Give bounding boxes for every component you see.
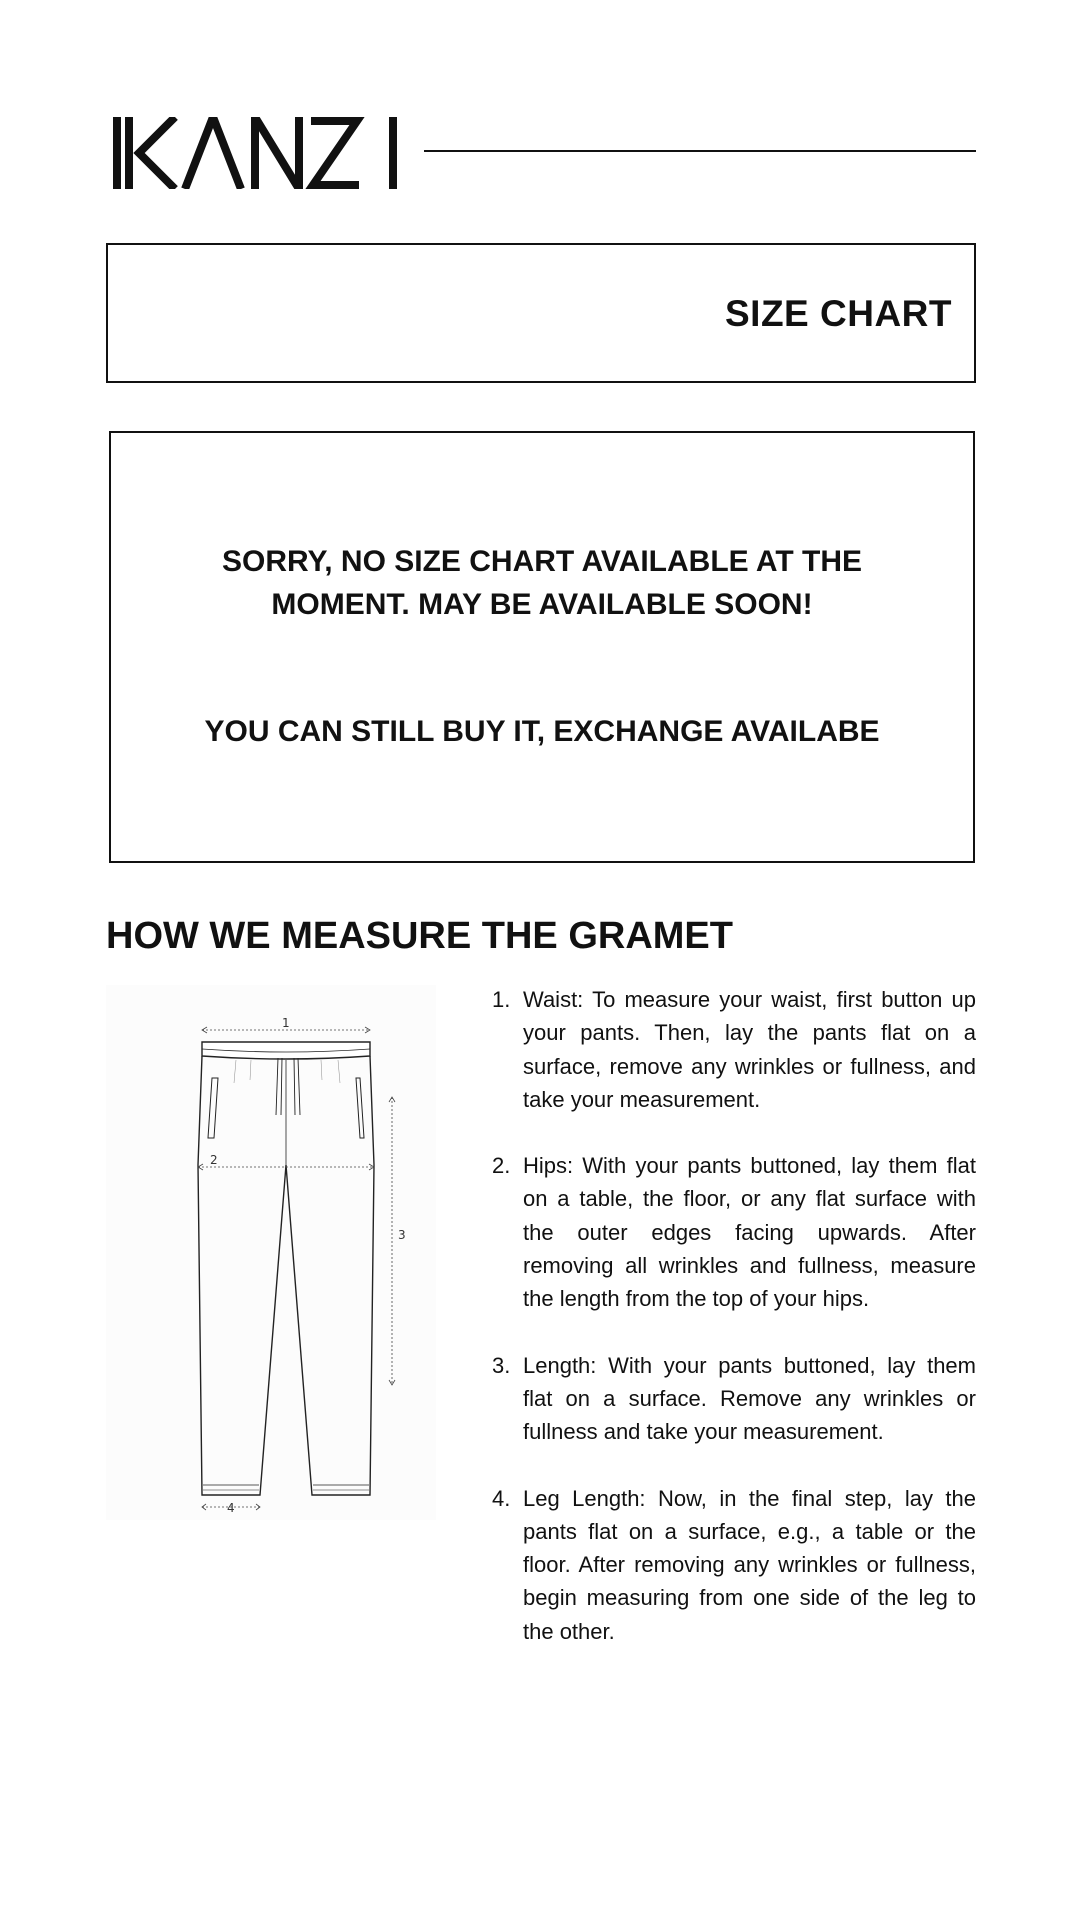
- step-number: 3.: [492, 1352, 511, 1378]
- size-chart-header-box: [106, 243, 976, 383]
- measure-section-heading: HOW WE MEASURE THE GRAMET: [106, 915, 733, 957]
- step-text: Waist: To measure your waist, first button up your pants. Then, lay the pants flat on a surface, remove any wrinkles or fullness, and take your measurement.: [523, 987, 976, 1112]
- pants-measurement-diagram: [106, 985, 436, 1520]
- diagram-label-4: 4: [227, 1501, 235, 1515]
- step-number: 4.: [492, 1485, 511, 1511]
- size-chart-title: SIZE CHART: [725, 293, 952, 334]
- diagram-label-3: 3: [398, 1228, 406, 1242]
- step-text: Length: With your pants buttoned, lay them flat on a surface. Remove any wrinkles or fullness and take your measurement.: [523, 1352, 976, 1445]
- brand-logo: [113, 117, 403, 189]
- diagram-label-1: 1: [282, 1016, 290, 1030]
- step-text: Hips: With your pants buttoned, lay them flat on a table, the floor, or any flat surface with the outer edges facing upwards. After removing all wrinkles and fullness, measure the length from the top of your hips.: [523, 1153, 976, 1312]
- step-number: 2.: [492, 1153, 511, 1179]
- diagram-label-2: 2: [210, 1153, 218, 1167]
- step-number: 1.: [492, 987, 511, 1012]
- step-text: Leg Length: Now, in the final step, lay the pants flat on a surface, e.g., a table or the floor. After removing any wrinkles or fullness, begin measuring from one side of the leg to the other.: [523, 1485, 976, 1644]
- list-item: [490, 1482, 976, 1648]
- logo-divider-line: [424, 150, 976, 152]
- notice-exchange-line: YOU CAN STILL BUY IT, EXCHANGE AVAILABE: [204, 715, 880, 748]
- list-item: [490, 1149, 976, 1315]
- list-item: [490, 983, 976, 1116]
- measurement-instructions-list: [490, 983, 976, 1681]
- list-item: [490, 1349, 976, 1449]
- notice-line-2: MOMENT. MAY BE AVAILABLE SOON!: [271, 588, 813, 621]
- notice-line-1: SORRY, NO SIZE CHART AVAILABLE AT THE: [221, 545, 862, 578]
- size-chart-notice-box: [109, 431, 975, 863]
